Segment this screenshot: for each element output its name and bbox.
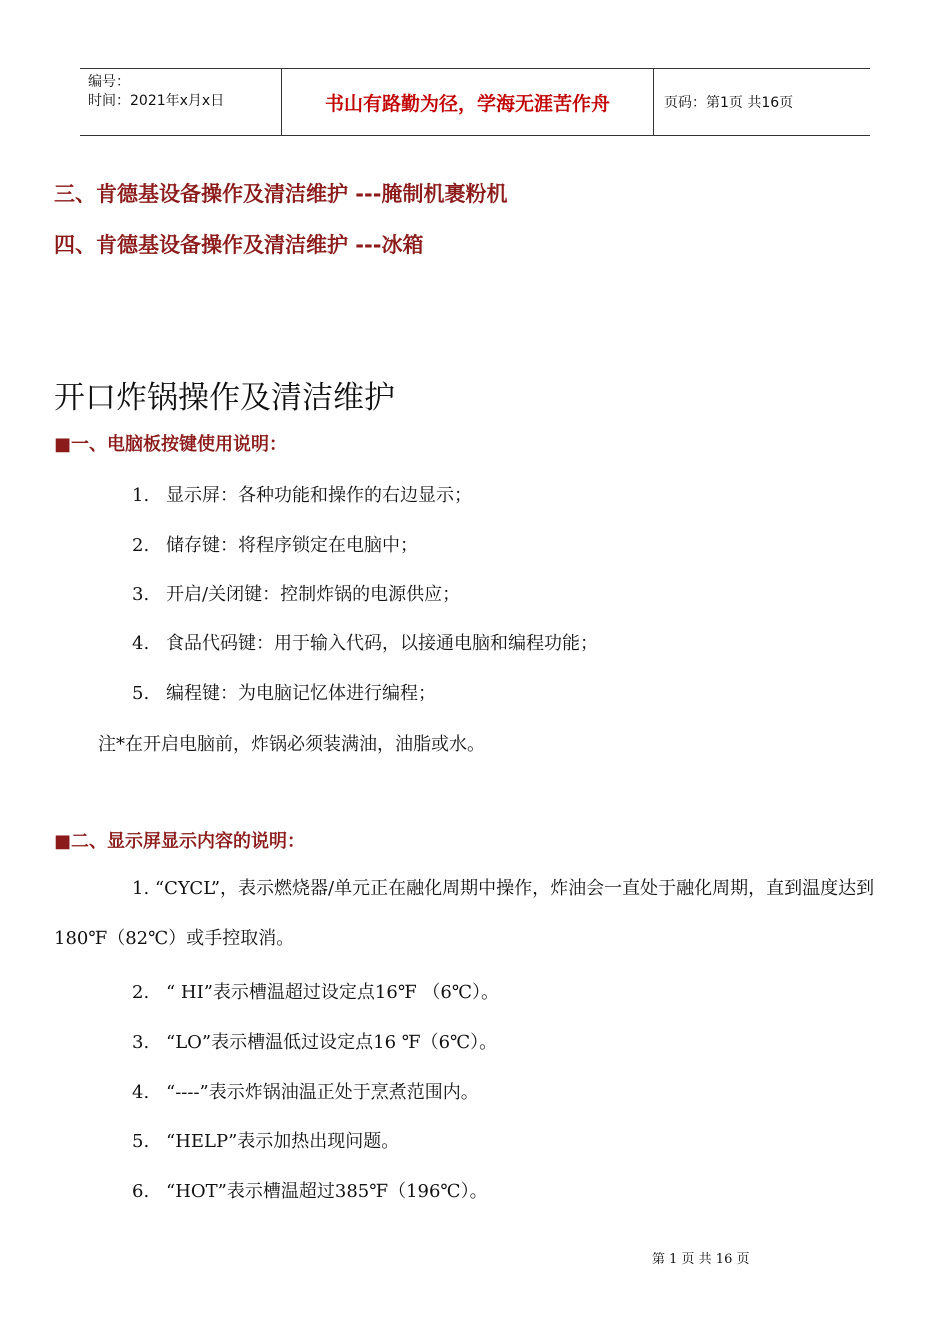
item-text: 食品代码键：用于输入代码，以接通电脑和编程功能； bbox=[166, 633, 598, 654]
item-text: 开启/关闭键：控制炸锅的电源供应； bbox=[166, 584, 461, 605]
header-page-info: 页码：第1页 共16页 bbox=[664, 95, 794, 111]
date-label: 时间：2021年x月x日 bbox=[88, 93, 225, 109]
section-heading-text: 二、显示屏显示内容的说明： bbox=[71, 831, 306, 852]
item-number: 2. bbox=[132, 535, 150, 556]
list-item bbox=[132, 629, 598, 655]
square-bullet-icon: ■ bbox=[54, 831, 72, 852]
item-number: 3. bbox=[132, 584, 150, 605]
toc-item-4: 四、肯德基设备操作及清洁维护 ---冰箱 bbox=[54, 233, 424, 257]
list-item-paragraph: 1. “CYCL”，表示燃烧器/单元正在融化周期中操作，炸油会一直处于融化周期，直到温度达到180℉（82℃）或手控取消。 bbox=[54, 878, 875, 949]
note-text: 注*在开启电脑前，炸锅必须装满油，油脂或水。 bbox=[98, 734, 485, 755]
page-footer: 第 1 页 共 16 页 bbox=[652, 1252, 750, 1267]
toc-item-3: 三、肯德基设备操作及清洁维护 ---腌制机裹粉机 bbox=[54, 182, 508, 206]
item-text: “HELP”表示加热出现问题。 bbox=[166, 1131, 400, 1152]
item-text: “ HI”表示槽温超过设定点16℉ （6℃）。 bbox=[166, 982, 499, 1003]
item-number: 2. bbox=[132, 982, 150, 1003]
header-meta bbox=[80, 69, 282, 135]
number-label: 编号： bbox=[88, 74, 130, 90]
item-number: 6. bbox=[132, 1181, 150, 1202]
item-text: “LO”表示槽温低过设定点16 ℉（6℃）。 bbox=[166, 1032, 498, 1053]
item-number: 4. bbox=[132, 633, 150, 654]
list-item bbox=[132, 1028, 497, 1054]
item-text: 显示屏：各种功能和操作的右边显示； bbox=[166, 485, 472, 506]
item-text: “HOT”表示槽温超过385℉（196℃）。 bbox=[166, 1181, 488, 1202]
list-item bbox=[132, 531, 418, 557]
list-item bbox=[132, 679, 436, 705]
list-item bbox=[132, 1078, 479, 1104]
item-number: 4. bbox=[132, 1082, 150, 1103]
section-heading-1 bbox=[54, 430, 287, 456]
list-item bbox=[132, 580, 460, 606]
header-motto: 书山有路勤为径，学海无涯苦作舟 bbox=[282, 69, 654, 135]
item-number: 5. bbox=[132, 1131, 150, 1152]
square-bullet-icon: ■ bbox=[54, 434, 72, 455]
item-text: 储存键：将程序锁定在电脑中； bbox=[166, 535, 418, 556]
list-item bbox=[132, 978, 499, 1004]
item-number: 5. bbox=[132, 683, 150, 704]
list-item bbox=[132, 1177, 488, 1203]
section-heading-2 bbox=[54, 827, 305, 853]
list-item bbox=[132, 1127, 399, 1153]
page-header bbox=[80, 68, 870, 136]
list-item bbox=[132, 481, 472, 507]
item-text: 编程键：为电脑记忆体进行编程； bbox=[166, 683, 436, 704]
section-heading-text: 一、电脑板按键使用说明： bbox=[71, 434, 288, 455]
item-number: 3. bbox=[132, 1032, 150, 1053]
page-title: 开口炸锅操作及清洁维护 bbox=[54, 380, 395, 416]
item-text: “----”表示炸锅油温正处于烹煮范围内。 bbox=[166, 1082, 479, 1103]
item-number: 1. bbox=[132, 485, 150, 506]
